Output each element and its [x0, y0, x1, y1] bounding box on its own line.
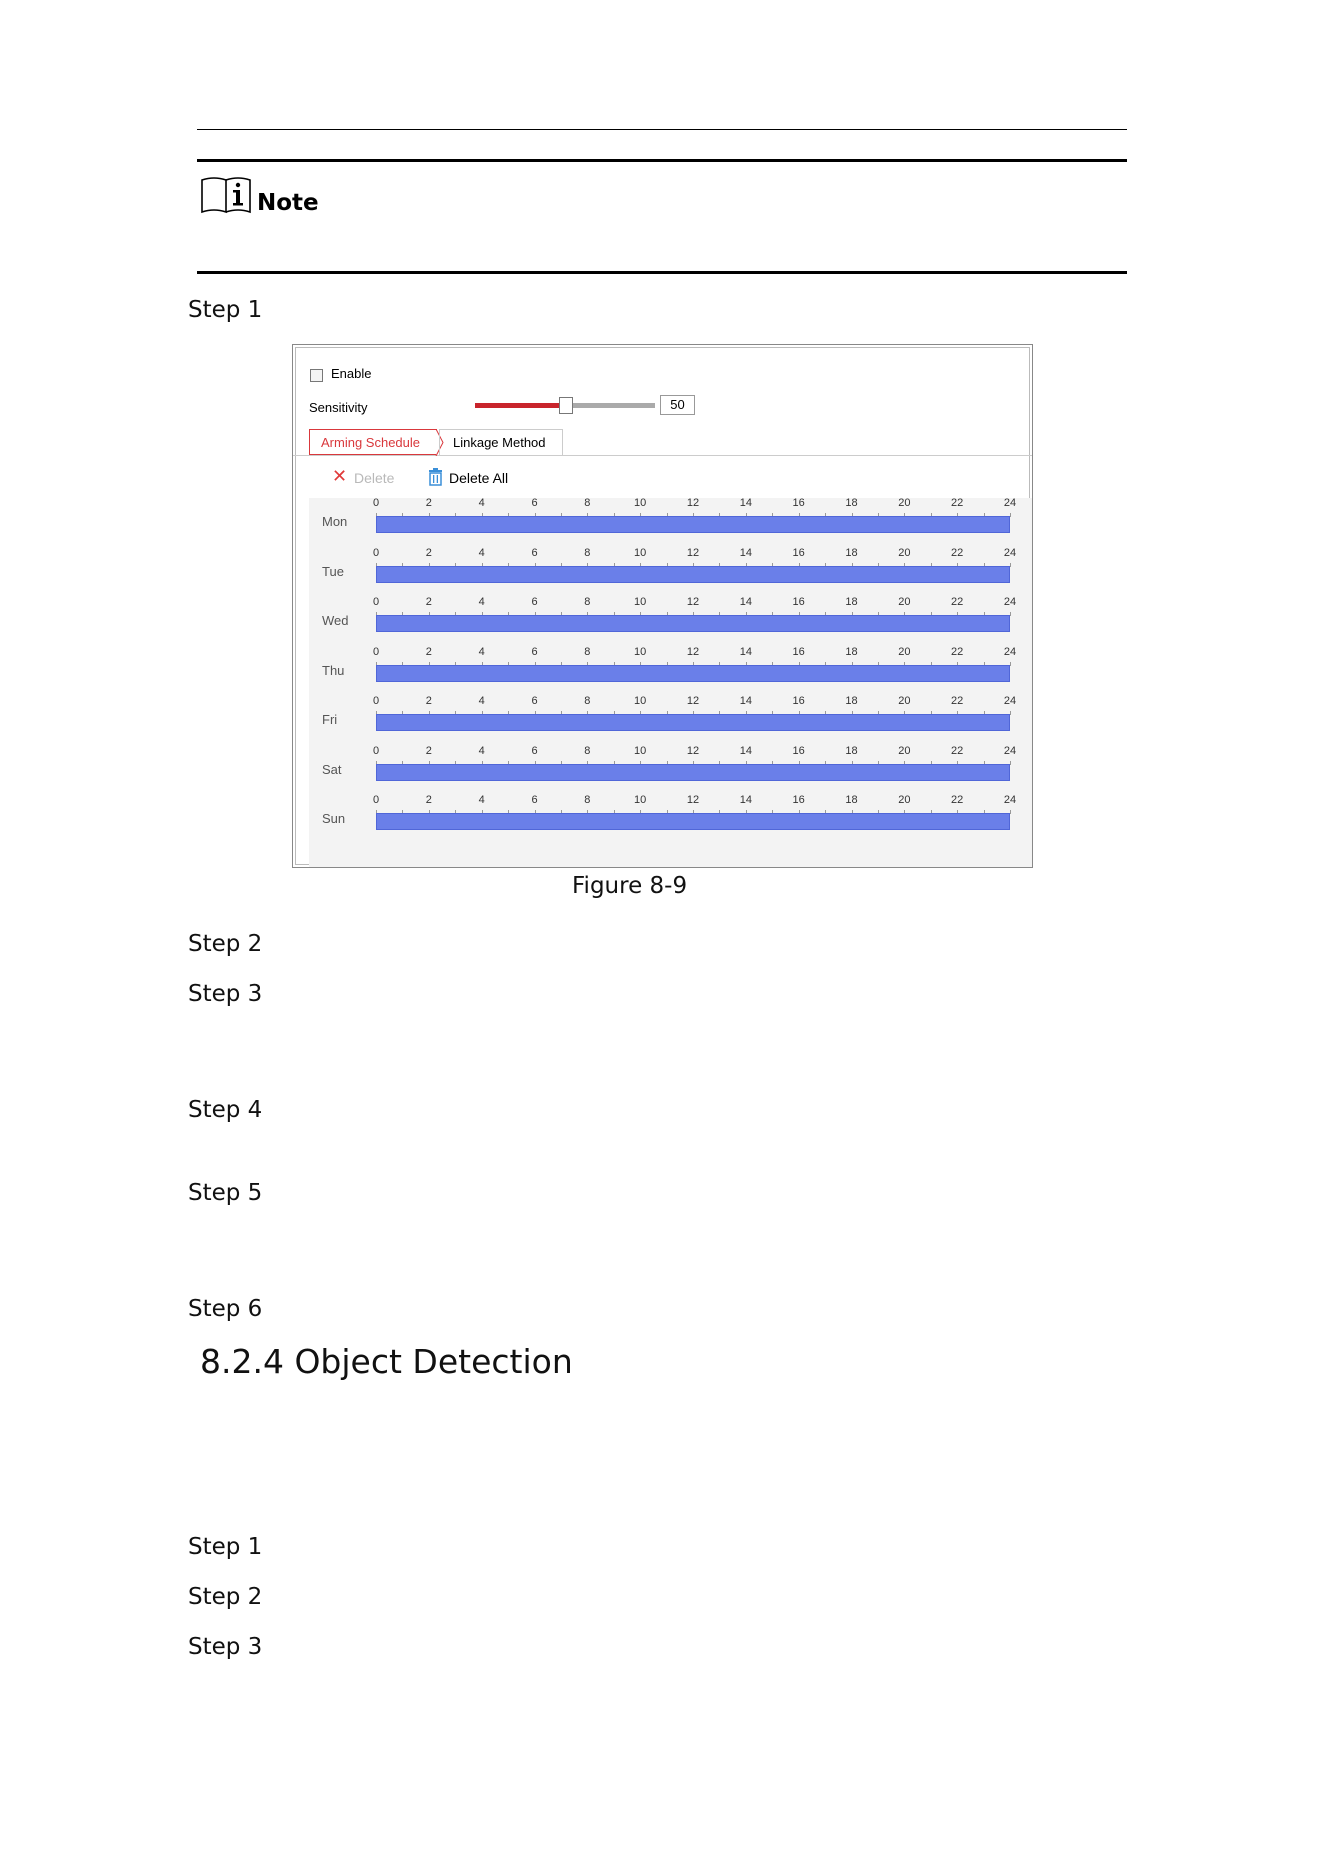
day-label-mon: Mon [322, 514, 348, 529]
hour-tick-label: 2 [425, 546, 432, 559]
hour-tick-label: 0 [372, 546, 380, 559]
hour-tick-label: 6 [531, 645, 538, 658]
day-label-fri: Fri [322, 712, 338, 727]
hour-tick-label: 24 [1003, 596, 1017, 608]
hour-tick-label: 8 [584, 794, 591, 806]
hour-tick-label: 4 [478, 645, 485, 658]
hour-tick-label: 16 [792, 794, 805, 806]
delete-button[interactable]: Delete [354, 470, 395, 486]
note-label: Note [257, 190, 319, 216]
hour-tick-label: 10 [634, 695, 647, 707]
hour-tick-label: 16 [792, 497, 805, 509]
hour-tick-label: 18 [845, 546, 858, 559]
hour-tick-label: 22 [951, 546, 964, 559]
sensitivity-value-field[interactable]: 50 [660, 395, 695, 415]
hour-tick-label: 10 [634, 794, 647, 806]
hour-tick-label: 4 [478, 794, 485, 806]
figure-caption: Figure 8-9 [572, 873, 688, 899]
hour-tick-mark [1010, 662, 1011, 666]
step-1-label: Step 1 [188, 297, 263, 323]
step-4-label: Step 4 [188, 1097, 263, 1123]
hour-tick-label: 8 [584, 497, 591, 509]
hour-tick-label: 24 [1003, 744, 1017, 757]
hour-tick-label: 8 [584, 744, 591, 757]
hour-tick-label: 20 [898, 596, 911, 608]
hour-tick-label: 2 [425, 695, 432, 707]
hour-tick-label: 2 [425, 645, 432, 658]
hour-tick-label: 24 [1003, 497, 1017, 509]
hour-tick-label: 18 [845, 744, 858, 757]
hour-tick-label: 12 [686, 497, 700, 509]
schedule-bar-sun[interactable] [376, 813, 1010, 830]
hour-tick-label: 2 [425, 596, 432, 608]
hour-tick-label: 22 [951, 596, 964, 608]
hour-tick-mark [1010, 563, 1011, 567]
hour-tick-label: 20 [898, 645, 911, 658]
hour-tick-label: 10 [634, 497, 647, 509]
hour-tick-label: 16 [792, 744, 805, 757]
hour-tick-label: 14 [739, 546, 752, 559]
hour-tick-label: 10 [634, 596, 647, 608]
sensitivity-slider[interactable] [475, 403, 655, 408]
hour-tick-label: 6 [531, 794, 538, 806]
hour-tick-label: 6 [531, 596, 538, 608]
schedule-bar-sat[interactable] [376, 764, 1010, 781]
step-1-label-b: Step 1 [188, 1534, 263, 1560]
tab-linkage-method[interactable]: Linkage Method [439, 429, 563, 455]
hour-tick-label: 2 [425, 744, 432, 757]
delete-all-button[interactable]: Delete All [449, 470, 509, 486]
hour-tick-label: 14 [739, 695, 752, 707]
hour-tick-label: 20 [898, 546, 911, 559]
hour-tick-label: 14 [739, 596, 752, 608]
day-label-sun: Sun [322, 811, 346, 826]
hour-tick-label: 24 [1003, 645, 1017, 658]
hour-tick-label: 14 [739, 645, 752, 658]
hour-tick-label: 12 [686, 794, 700, 806]
hour-tick-mark [1010, 761, 1011, 765]
hour-tick-mark [1010, 513, 1011, 517]
enable-checkbox[interactable] [310, 369, 323, 382]
note-top-rule [197, 159, 1127, 162]
hour-tick-label: 18 [845, 695, 858, 707]
hour-tick-label: 0 [372, 497, 380, 509]
hour-tick-label: 10 [634, 546, 647, 559]
top-divider [197, 129, 1127, 130]
hour-tick-label: 4 [478, 497, 485, 509]
hour-tick-label: 24 [1003, 794, 1017, 806]
hour-tick-label: 6 [531, 695, 538, 707]
hour-tick-label: 0 [372, 645, 380, 658]
step-3-label: Step 3 [188, 981, 263, 1007]
trash-icon [428, 468, 443, 486]
hour-tick-label: 22 [951, 695, 964, 707]
hour-tick-mark [1010, 810, 1011, 814]
hour-tick-label: 10 [634, 744, 647, 757]
hour-tick-label: 6 [531, 497, 538, 509]
sensitivity-slider-thumb[interactable] [559, 397, 573, 414]
hour-tick-mark [1010, 612, 1011, 616]
step-6-label: Step 6 [188, 1296, 263, 1322]
hour-tick-label: 2 [425, 497, 432, 509]
hour-tick-label: 20 [898, 695, 911, 707]
tab-arming-schedule[interactable]: Arming Schedule [309, 429, 437, 455]
day-label-thu: Thu [322, 662, 345, 678]
step-5-label: Step 5 [188, 1180, 263, 1206]
hour-tick-label: 6 [531, 744, 538, 757]
hour-tick-label: 12 [686, 546, 700, 559]
hour-tick-label: 2 [425, 794, 432, 806]
hour-tick-label: 20 [898, 794, 911, 806]
hour-tick-label: 4 [478, 744, 485, 757]
hour-tick-label: 10 [634, 645, 647, 658]
hour-tick-label: 4 [478, 546, 485, 559]
book-info-icon [200, 176, 256, 216]
hour-tick-label: 8 [584, 546, 591, 559]
hour-tick-label: 6 [531, 546, 538, 559]
hour-tick-label: 4 [478, 695, 485, 707]
day-label-wed: Wed [322, 613, 349, 628]
schedule-bar-fri[interactable] [376, 714, 1010, 731]
hour-tick-label: 4 [478, 596, 485, 608]
hour-tick-label: 16 [792, 645, 805, 658]
step-2-label-b: Step 2 [188, 1584, 263, 1610]
section-heading: 8.2.4 Object Detection [200, 1342, 573, 1381]
note-bottom-rule [197, 271, 1127, 274]
sensitivity-slider-fill [475, 403, 565, 408]
hour-tick-label: 20 [898, 497, 911, 509]
day-label-sat: Sat [322, 761, 342, 777]
hour-tick-label: 12 [686, 596, 700, 608]
schedule-bar-thu[interactable] [376, 665, 1010, 682]
hour-tick-label: 22 [951, 744, 964, 757]
schedule-bar-wed[interactable] [376, 615, 1010, 632]
hour-tick-label: 18 [845, 596, 858, 608]
hour-tick-label: 0 [372, 744, 380, 757]
hour-tick-label: 8 [584, 596, 591, 608]
day-label-tue: Tue [322, 563, 344, 579]
hour-tick-label: 16 [792, 546, 805, 559]
hour-tick-label: 18 [845, 645, 858, 658]
hour-tick-label: 8 [584, 695, 591, 707]
hour-tick-label: 14 [739, 497, 752, 509]
schedule-bar-mon[interactable] [376, 516, 1010, 533]
motion-config-figure [292, 344, 1033, 868]
hour-tick-label: 12 [686, 744, 700, 757]
hour-tick-label: 22 [951, 645, 964, 658]
hour-tick-label: 12 [686, 695, 700, 707]
hour-tick-label: 14 [739, 744, 752, 757]
hour-tick-label: 24 [1003, 546, 1017, 559]
hour-tick-label: 16 [792, 596, 805, 608]
hour-tick-label: 0 [372, 695, 380, 707]
schedule-bar-tue[interactable] [376, 566, 1010, 583]
hour-tick-label: 22 [951, 497, 964, 509]
hour-tick-label: 18 [845, 497, 858, 509]
hour-tick-label: 12 [686, 645, 700, 658]
hour-tick-label: 0 [372, 794, 380, 806]
hour-tick-label: 16 [792, 695, 805, 707]
hour-tick-label: 0 [372, 596, 380, 608]
hour-tick-label: 24 [1003, 695, 1017, 707]
hour-tick-mark [1010, 711, 1011, 715]
step-3-label-b: Step 3 [188, 1634, 263, 1660]
hour-tick-label: 20 [898, 744, 911, 757]
hour-tick-label: 18 [845, 794, 858, 806]
hour-tick-label: 22 [951, 794, 964, 806]
schedule-grid [309, 498, 1032, 867]
step-2-label: Step 2 [188, 931, 263, 957]
hour-tick-label: 14 [739, 794, 752, 806]
sensitivity-label: Sensitivity [309, 400, 368, 415]
hour-tick-label: 8 [584, 645, 591, 658]
delete-x-icon: ✕ [332, 466, 348, 486]
enable-label: Enable [331, 366, 372, 381]
